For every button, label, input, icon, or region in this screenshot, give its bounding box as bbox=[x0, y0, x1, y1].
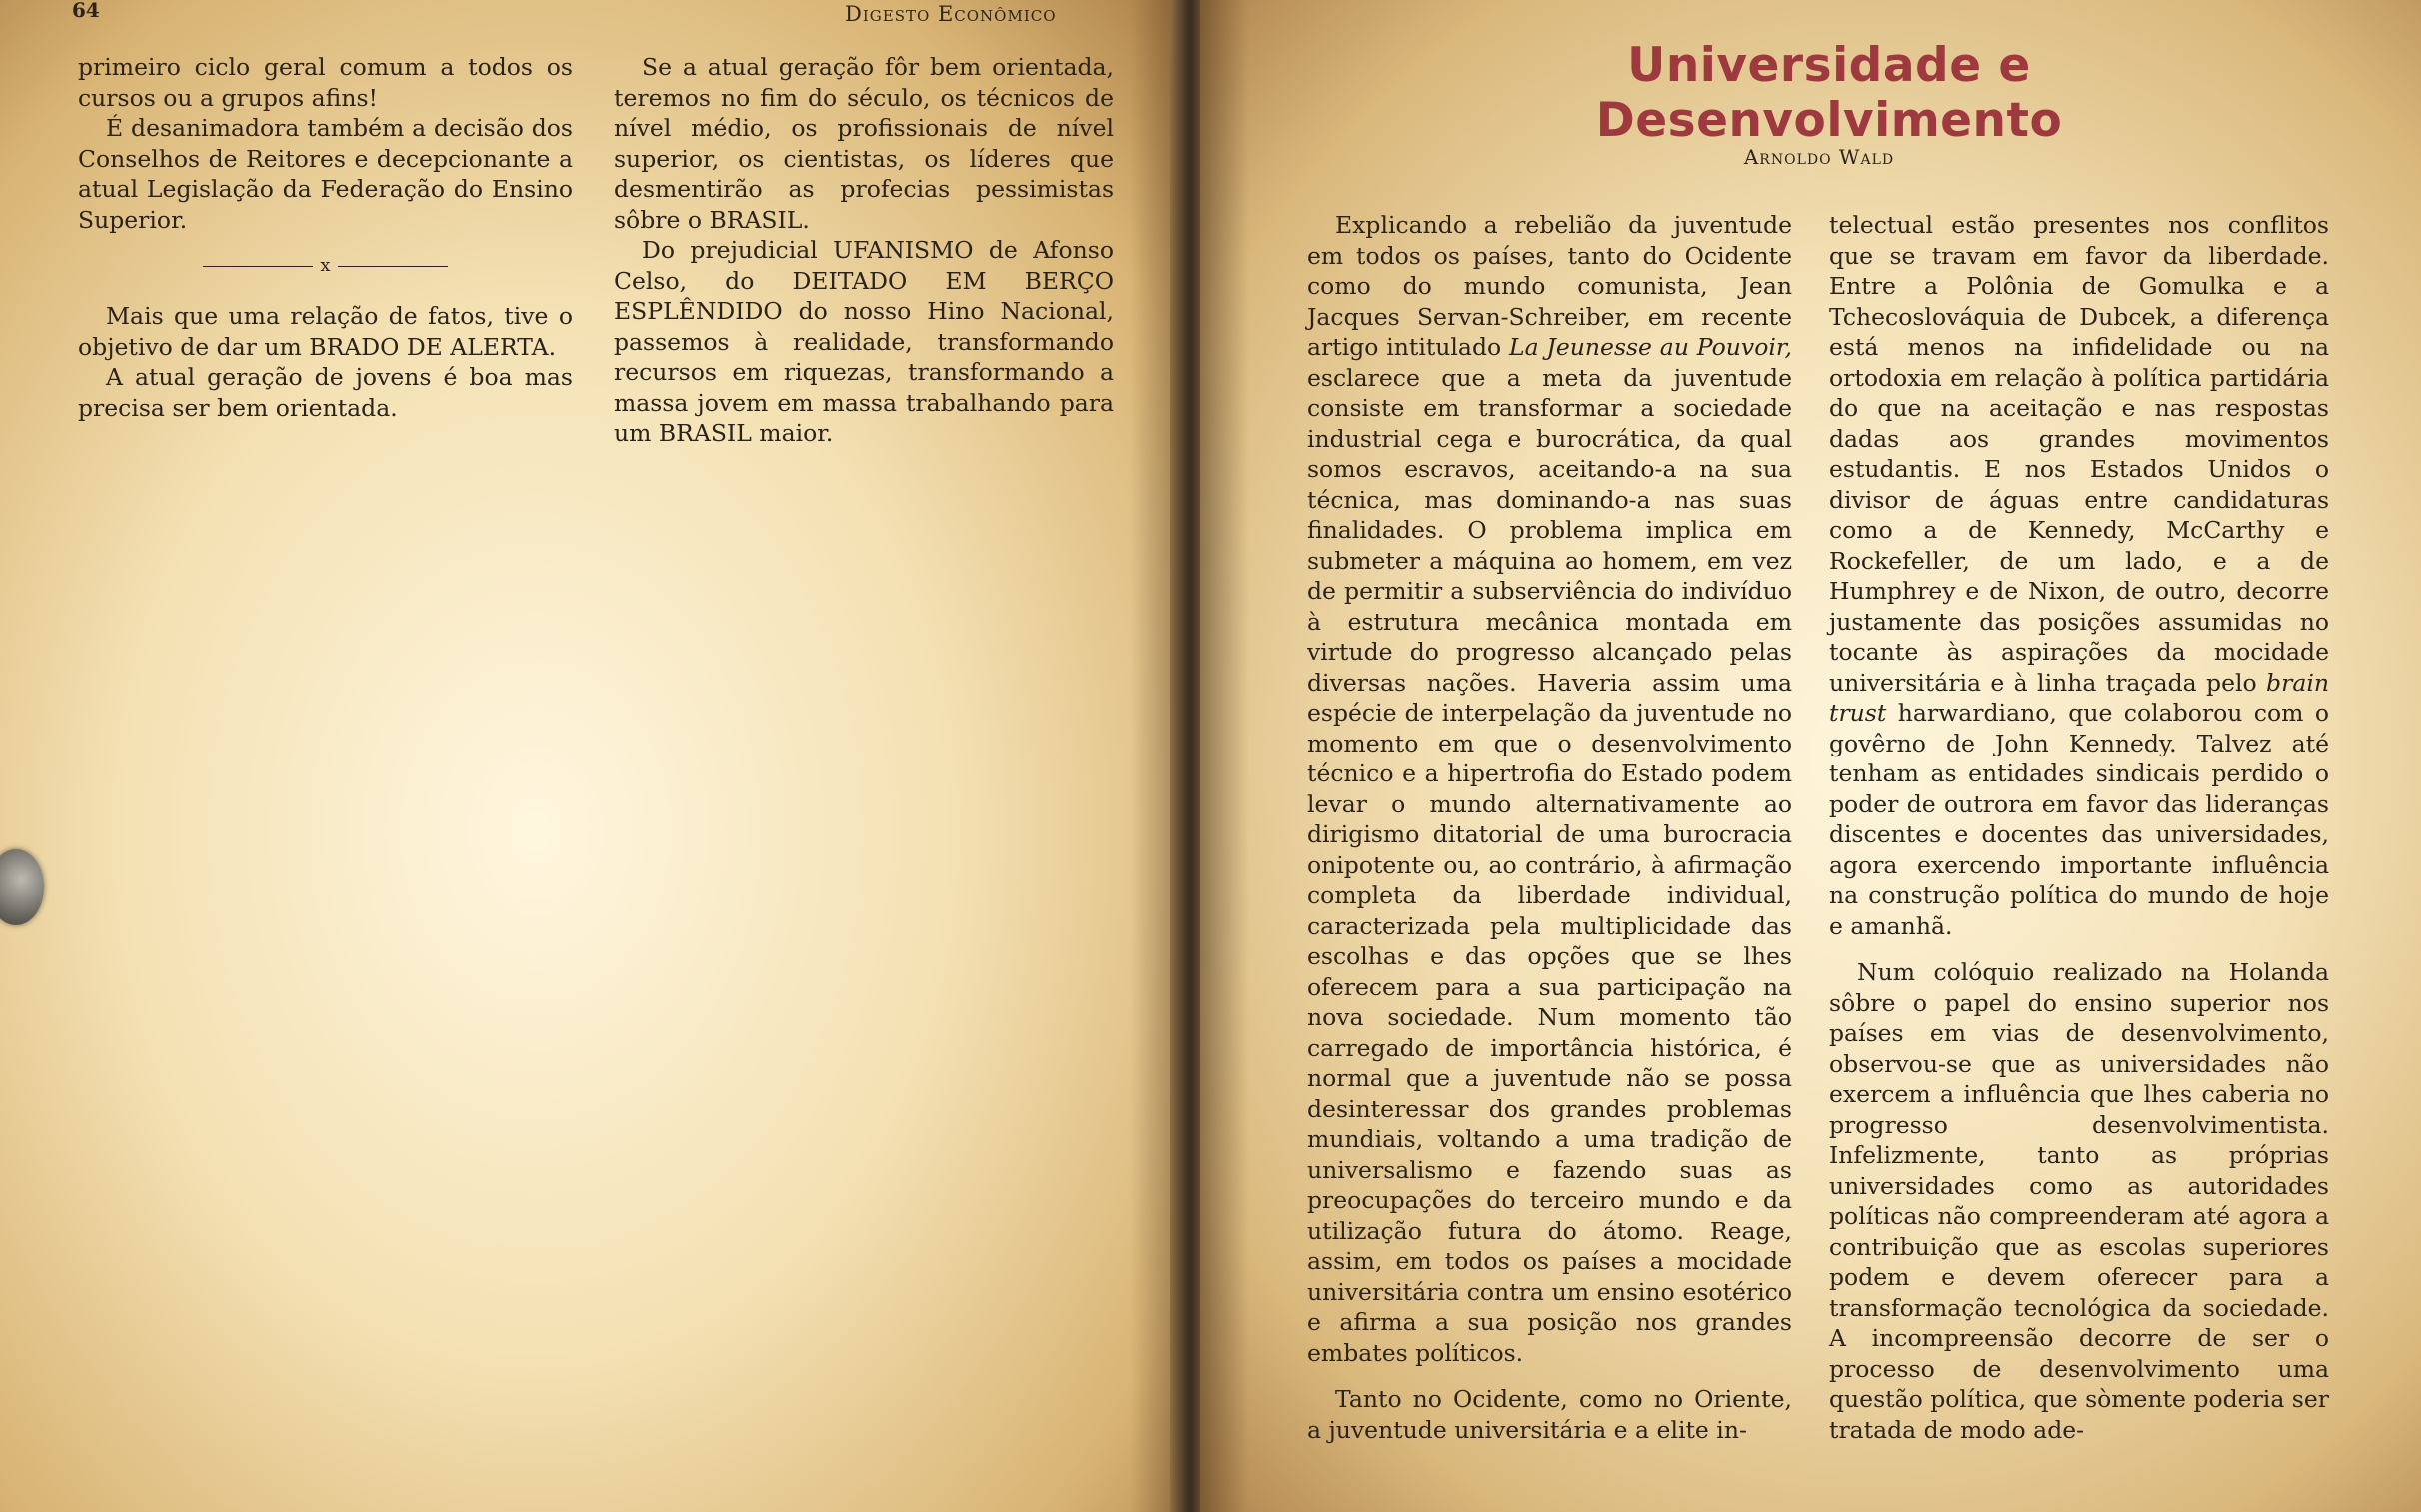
text-run: Explicando a rebelião da juventude em todos os países, tanto do Ocidente como do mundo comunista, Jean Jacques Servan-Schreiber, em recente artigo intitulado bbox=[1307, 211, 1792, 361]
paragraph: Mais que uma relação de fatos, tive o objetivo de dar um BRADO DE ALERTA. bbox=[78, 302, 573, 361]
article-title: Universidade e Desenvolvimento bbox=[1595, 38, 2063, 148]
running-head: Digesto Econômico bbox=[845, 2, 1057, 26]
paragraph: Tanto no Ocidente, como no Oriente, a juventude universitária e a elite in- bbox=[1307, 1385, 1792, 1444]
article-author: Arnoldo Wald bbox=[1743, 145, 1895, 169]
left-column-1 bbox=[78, 52, 573, 423]
page-number: 64 bbox=[72, 0, 100, 22]
paragraph: Se a atual geração fôr bem orientada, teremos no fim do século, os técnicos de nível médio, os profissionais de nível superior, os cientistas, os líderes que desmentirão as profecias pessimistas sôbre o BRASIL. bbox=[614, 53, 1114, 234]
paragraph: A atual geração de jovens é boa mas precisa ser bem orientada. bbox=[78, 363, 573, 422]
left-page bbox=[0, 0, 1190, 1512]
binder-ring bbox=[0, 849, 44, 925]
italic-term: brain trust bbox=[1829, 668, 2329, 727]
text-run: harwardiano, que colaborou com o govêrno de John Kennedy. Talvez até tenham as entidades sindicais perdido o poder de outrora em favor das lideranças discentes e docentes das universidades, agora exercendo importante influência na construção política do mundo de hoje e amanhã. bbox=[1829, 699, 2329, 940]
left-column-2 bbox=[614, 52, 1114, 449]
text-run: esclarece que a meta da juventude consiste em transformar a sociedade industrial cega e burocrática, da qual somos escravos, aceitando-a na sua técnica, mas dominando-a nas suas finalidades. O problema implica em submeter a máquina ao homem, em vez de permitir a subserviência do indivíduo à estrutura mecânica montada em virtude do progresso alcançado pelas diversas nações. Haveria assim uma espécie de interpelação da juventude no momento em que o desenvolvimento técnico e a hipertrofia do Estado podem levar o mundo alternativamente ao dirigismo ditatorial de uma burocracia onipotente ou, ao contrário, à afirmação completa da liberdade individual, caracterizada pela multiplicidade das escolhas e das opções que se lhes oferecem para a sua participação na nova sociedade. Num momento tão carregado de importância histórica, é normal que a juventude não se possa desinteressar dos grandes problemas mundiais, voltando a uma tradição de universalismo e fazendo suas as preocupações do terceiro mundo e da utilização futura do átomo. Reage, assim, em todos os países a mocidade universitária contra um ensino esotérico e afirma a sua posição nos grandes embates políticos. bbox=[1307, 363, 1792, 1367]
paragraph: É desanimadora também a decisão dos Conselhos de Reitores e decepcionante a atual Legislação da Federação do Ensino Superior. bbox=[78, 114, 573, 234]
paragraph bbox=[1307, 210, 1792, 1368]
right-column-1 bbox=[1307, 210, 1792, 1445]
right-column-2 bbox=[1829, 210, 2329, 1445]
italic-title: La Jeunesse au Pouvoir, bbox=[1508, 333, 1792, 361]
text-run: telectual estão presentes nos conflitos que se travam em favor da liberdade. Entre a Polônia de Gomulka e a Tchecoslováquia de Dubcek, a diferença está menos na infidelidade ou na ortodoxia em relação à política partidária do que na aceitação e nas respostas dadas aos grandes movimentos estudantis. E nos Estados Unidos o divisor de águas entre candidaturas como a de Kennedy, McCarthy e Rockefeller, de um lado, e a de Humphrey e de Nixon, de outro, decorre justamente das posições assumidas no tocante às aspirações da mocidade universitária e à linha traçada pelo bbox=[1829, 211, 2329, 697]
paragraph: primeiro ciclo geral comum a todos os cursos ou a grupos afins! bbox=[78, 53, 573, 112]
paragraph bbox=[1829, 210, 2329, 941]
section-separator: x bbox=[203, 251, 448, 281]
paragraph: Num colóquio realizado na Holanda sôbre o papel do ensino superior nos países em vias de desenvolvimento, observou-se que as universidades não exercem a influência que lhes caberia no progresso desenvolvimentista. Infelizmente, tanto as próprias universidades como as autoridades políticas não compreenderam até agora a contribuição que as escolas superiores podem e devem oferecer para a transformação tecnológica da sociedade. A incompreensão decorre de ser o processo de desenvolvimento uma questão política, que sòmente poderia ser tratada de modo ade- bbox=[1829, 958, 2329, 1444]
paragraph: Do prejudicial UFANISMO de Afonso Celso, do DEITADO EM BERÇO ESPLÊNDIDO do nosso Hino Nacional, passemos à realidade, transformando recursos em riquezas, transformando a massa jovem em massa trabalhando para um BRASIL maior. bbox=[614, 236, 1114, 447]
